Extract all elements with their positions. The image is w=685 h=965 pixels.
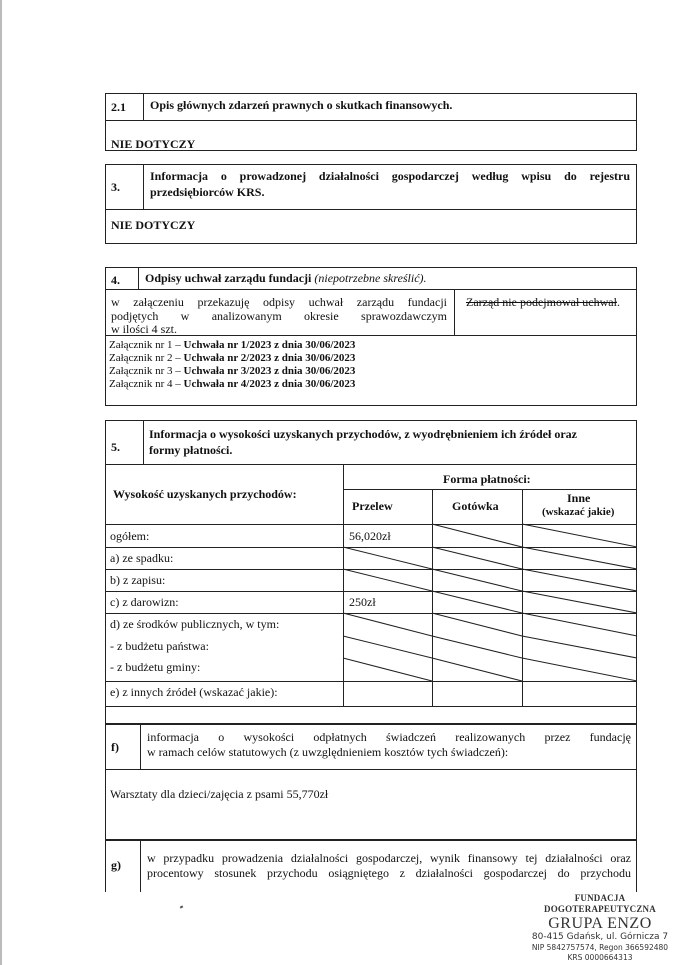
forma-platnosci-header: Forma płatności: [443,472,531,486]
section-4-right-struck: Zarząd nie podejmował uchwał [466,295,617,309]
section-5-title-line1: Informacja o wysokości uzyskanych przychodów, z wyodrębnieniem ich źródeł oraz [149,427,577,441]
section-3-number: 3. [111,180,120,194]
col-inne: Inne [567,491,591,505]
section-5-number: 5. [111,440,120,454]
section-4-number: 4. [111,273,120,287]
row-przelew-value: 56,020zł [349,529,391,543]
row-label: b) z zapisu: [110,573,166,587]
section-4-left-line2: podjętych w analizowanym okresie sprawozdawczym [111,309,447,323]
revenue-header: Wysokość uzyskanych przychodów: [113,487,297,501]
attachment-1: Załącznik nr 1 – Uchwała nr 1/2023 z dnia 30/06/2023 [109,339,356,351]
stamp-line5: KRS 0000664313 [567,953,633,962]
section-4-left-line1: w załączeniu przekazuję odpisy uchwał zarządu fundacji [111,295,447,309]
organisation-stamp [520,893,680,963]
section-3-answer: NIE DOTYCZY [111,218,196,232]
stamp-line3: 80-415 Gdańsk, ul. Górnicza 7 [531,932,669,942]
row-label: - z budżetu państwa: [110,639,209,653]
section-f-line2: w ramach celów statutowych (z uwzględnieniem kosztów tych świadczeń): [147,745,509,759]
section-f-answer-box [105,724,637,840]
section-3-title-line1: Informacja o prowadzonej działalności gospodarczej według wpisu do rejestru [150,169,630,183]
section-2-1-answer: NIE DOTYCZY [111,137,196,151]
row-label: d) ze środków publicznych, w tym: [110,617,280,631]
row-label: a) ze spadku: [110,551,174,565]
section-g-line1: w przypadku prowadzenia działalności gospodarczej, wynik finansowy tej działalności oraz [147,851,631,865]
section-4-title-text: Odpisy uchwał zarządu fundacji [145,271,312,285]
section-g-number: g) [111,858,121,872]
stamp-line2: GRUPA ENZO [548,915,652,932]
section-3-title-line2: przedsiębiorców KRS. [150,185,265,199]
section-4-left-line3: w ilości 4 szt. [111,322,177,336]
section-5-title-line2: formy płatności. [149,443,233,457]
section-g-line2: procentowy stosunek przychodu osiągniętego z działalności gospodarczej do przychodu [147,866,631,880]
col-przelew: Przelew [352,499,393,513]
row-przelew-value: 250zł [349,595,376,609]
stamp-line4: NIP 5842757574, Regon 366592480 [531,943,669,952]
col-inne-sub: (wskazać jakie) [542,506,615,518]
stamp-line1: FUNDACJA DOGOTERAPEUTYCZNA [544,893,656,914]
attachment-3: Załącznik nr 3 – Uchwała nr 3/2023 z dnia 30/06/2023 [109,365,356,377]
section-f-number: f) [111,740,119,754]
section-g-divider [140,840,141,892]
section-f-answer: Warsztaty dla dzieci/zajęcia z psami 55,770zł [110,787,329,801]
col-gotowka: Gotówka [452,499,499,513]
section-2-1-number: 2.1 [111,100,126,114]
section-f-line1: informacja o wysokości odpłatnych świadczeń realizowanych przez fundację [147,730,631,744]
row-label: - z budżetu gminy: [110,660,201,674]
section-4-title-note: (niepotrzebne skreślić). [314,271,427,285]
attachment-2: Załącznik nr 2 – Uchwała nr 2/2023 z dnia 30/06/2023 [109,352,356,364]
attachment-4: Załącznik nr 4 – Uchwała nr 4/2023 z dnia 30/06/2023 [109,378,356,390]
row-label: ogółem: [110,529,150,543]
row-label: c) z darowizn: [110,595,179,609]
section-2-1-title: Opis głównych zdarzeń prawnych o skutkach finansowych. [150,98,453,112]
row-label: e) z innych źródeł (wskazać jakie): [110,685,278,699]
section-4-right-dot: . [616,295,620,309]
